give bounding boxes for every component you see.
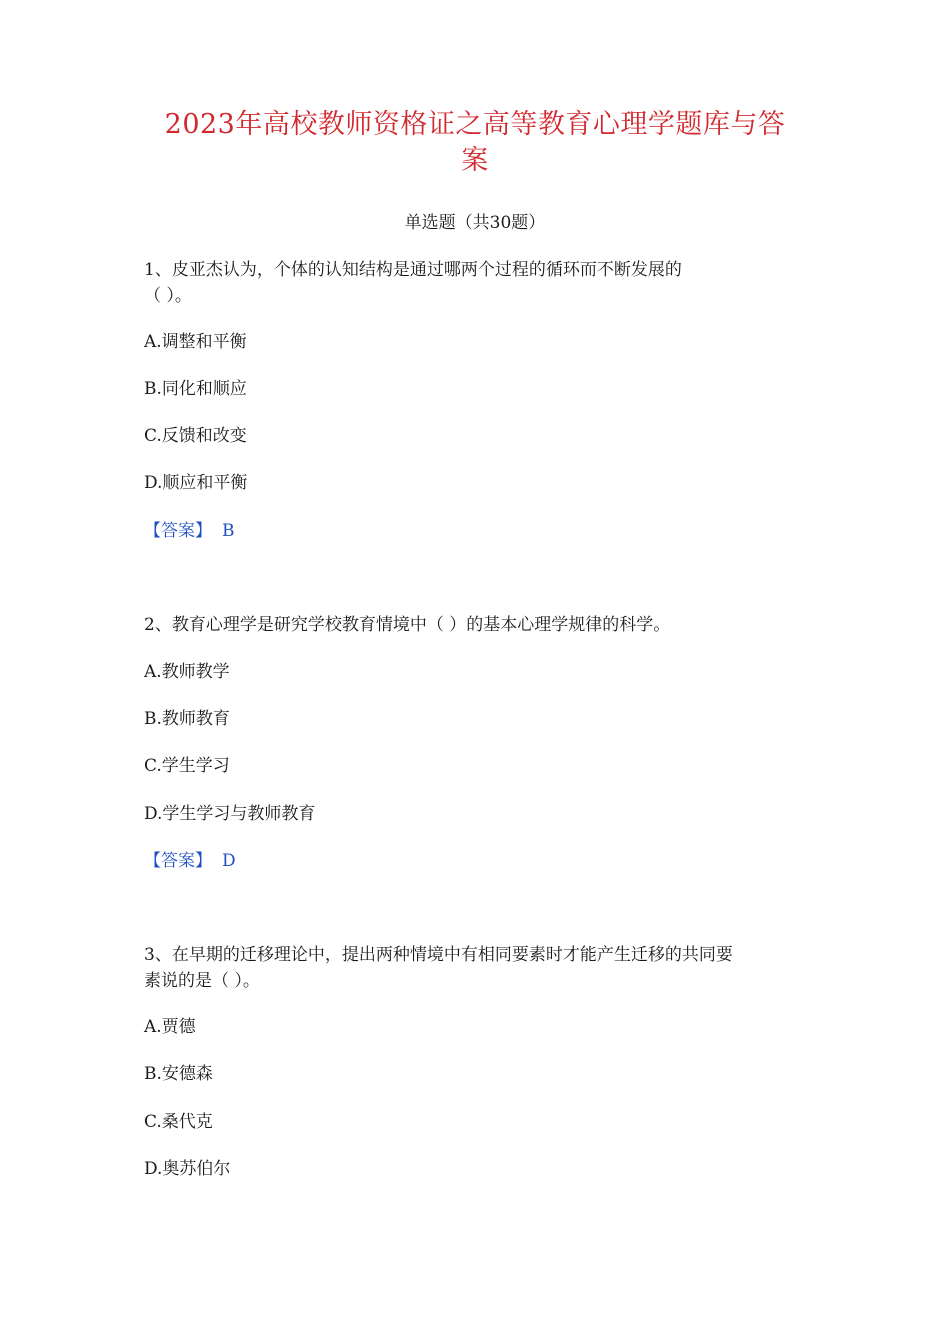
question-2-option-b: B.教师教育 — [144, 709, 230, 729]
answer-value: D — [222, 851, 236, 871]
question-2-option-a: A.教师教学 — [144, 662, 230, 682]
section-title: 单选题（共30题） — [404, 213, 546, 233]
question-3-option-b: B.安德森 — [144, 1064, 213, 1084]
document-title — [130, 107, 820, 179]
question-1-option-a: A.调整和平衡 — [144, 332, 247, 352]
question-1-option-d: D.顺应和平衡 — [144, 473, 248, 493]
question-1-stem-line-2: （ ）。 — [144, 286, 192, 306]
question-3-stem-line-2: 素说的是（ ）。 — [144, 971, 260, 991]
answer-label: 【答案】 — [144, 521, 212, 541]
title-line-2: 案 — [461, 145, 489, 176]
question-2-option-d: D.学生学习与教师教育 — [144, 804, 316, 824]
title-line-1: 2023年高校教师资格证之高等教育心理学题库与答 — [164, 109, 786, 140]
question-2-answer — [144, 849, 824, 873]
question-3-option-c: C.桑代克 — [144, 1112, 213, 1132]
question-1-option-b: B.同化和顺应 — [144, 379, 247, 399]
question-3-option-a: A.贾德 — [144, 1017, 196, 1037]
question-3-stem-line-1: 3、在早期的迁移理论中，提出两种情境中有相同要素时才能产生迁移的共同要 — [144, 945, 733, 965]
answer-label: 【答案】 — [144, 851, 212, 871]
question-3-option-d: D.奥苏伯尔 — [144, 1159, 231, 1179]
question-2-stem-line-1: 2、教育心理学是研究学校教育情境中（ ）的基本心理学规律的科学。 — [144, 615, 671, 635]
question-1-option-c: C.反馈和改变 — [144, 426, 247, 446]
question-1-stem-line-1: 1、皮亚杰认为，个体的认知结构是通过哪两个过程的循环而不断发展的 — [144, 260, 682, 280]
question-2-option-c: C.学生学习 — [144, 756, 230, 776]
answer-value: B — [222, 521, 235, 541]
question-1-answer — [144, 519, 824, 543]
